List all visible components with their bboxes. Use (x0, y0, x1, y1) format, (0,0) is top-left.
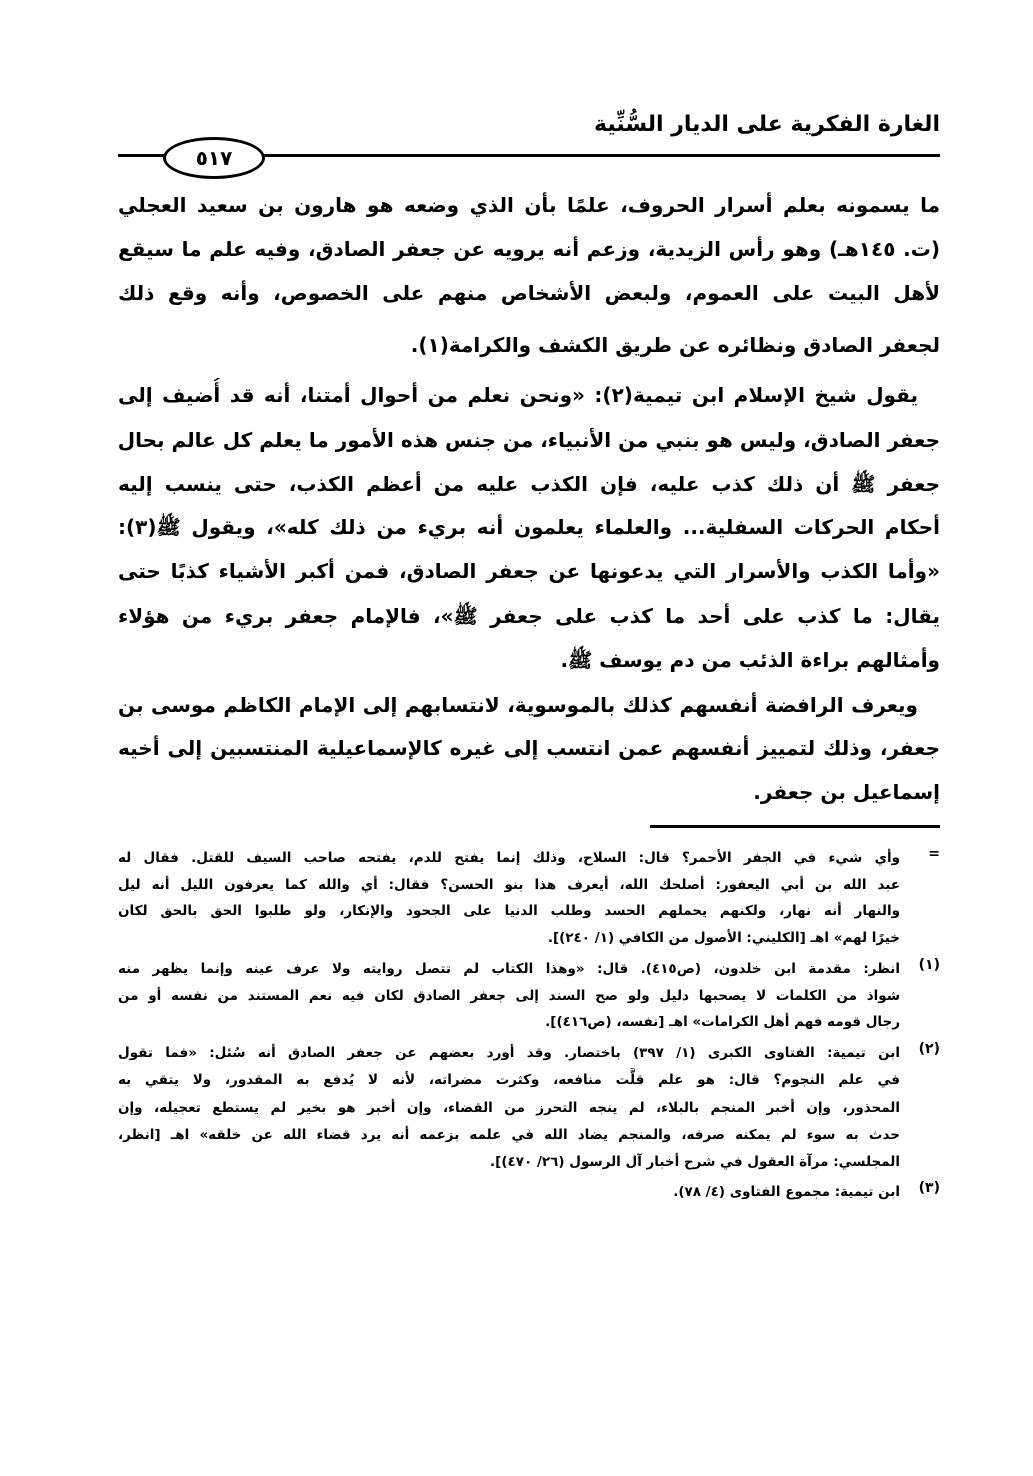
footnote-marker: = (928, 846, 940, 862)
footnote-line: المجلسي: مرآة العقول في شرح أخبار آل الرسول (٢٦/ ٤٧٠)]. (490, 1154, 900, 1170)
body-line: يقال: ما كذب على أحد ما كذب على جعفر ﷺ»، فالإمام جعفر بريء من هؤلاء (118, 604, 940, 628)
body-line: ما يسمونه بعلم أسرار الحروف، علمًا بأن الذي وضعه هو هارون بن سعيد العجلي (118, 193, 940, 217)
footnote-marker: (٣) (918, 1180, 940, 1196)
footnote-line: وأي شيء في الجفر الأحمر؟ قال: السلاح، وذلك إنما يفتح للدم، يفتحه صاحب السيف للقتل. فقال له (118, 850, 900, 866)
footnote-line: حدث به سوء لم يمكنه صرفه، والمنجم يضاد الله في علمه بزعمه أنه يرد قضاء الله عن خلقه» اهـ [انظر، (118, 1127, 900, 1143)
body-line: جعفر الصادق، وليس هو بنبي من الأنبياء، من جنس هذه الأمور ما يعلم كل عالم بحال (118, 428, 940, 452)
footnote-line: انظر: مقدمة ابن خلدون، (ص٤١٥). قال: «وهذا الكتاب لم تتصل روايته ولا عرف عينه وإنما يظهر منه (118, 961, 900, 977)
footnote-line: ابن تيمية: الفتاوى الكبرى (١/ ٣٩٧) باختصار. وقد أورد بعضهم عن جعفر الصادق أنه سُئل: «فما تقول (118, 1045, 900, 1061)
body-line: لجعفر الصادق ونظائره عن طريق الكشف والكرامة(١). (410, 333, 940, 357)
body-line: إسماعيل بن جعفر. (753, 780, 940, 804)
footnote-marker: (٢) (918, 1041, 940, 1057)
body-line: (ت. ١٤٥هـ) وهو رأس الزيدية، وزعم أنه يرويه عن جعفر الصادق، وفيه علم ما سيقع (118, 237, 940, 261)
footnote-line: والنهار أنه نهار، ولكنهم يحملهم الحسد وطلب الدنيا على الجحود والإنكار، ولو طلبوا الحق بالحق لكان (118, 903, 900, 919)
body-line: أحكام الحركات السفلية... والعلماء يعلمون أنه بريء من ذلك كله»، ويقول ﷺ(٣): (118, 515, 940, 539)
footnote-line: رجال قومه فهم أهل الكرامات» اهـ [نفسه، (ص٤١٦)]. (545, 1014, 900, 1030)
body-line: لأهل البيت على العموم، ولبعض الأشخاص منهم على الخصوص، وأنه وقع ذلك (118, 281, 940, 305)
footnote-separator (650, 825, 940, 828)
footnote-marker: (١) (918, 957, 940, 973)
body-line: يقول شيخ الإسلام ابن تيمية(٢): «ونحن نعلم من أحوال أمتنا، أنه قد أُضيف إلى (118, 383, 918, 407)
footnote-line: شواذ من الكلمات لا يصحبها دليل ولو صح السند إلى جعفر الصادق لكان فيه نعم المستند من نفسه أو من (118, 988, 900, 1004)
page-number: ٥١٧ (163, 137, 265, 179)
body-line: وأمثالهم براءة الذئب من دم يوسف ﷺ. (560, 648, 940, 672)
footnote-line: المحذور، وإن أخبر المنجم بالبلاء، لم ينجه التحرز من القضاء، وإن أخبر هو بخير لم يستطع تعجيله، وإن (118, 1100, 900, 1116)
footnote-line: عبد الله بن أبي اليعفور: أصلحك الله، أيعرف هذا بنو الحسن؟ فقال: أي والله كما يعرفون الليل أنه ليل (118, 877, 900, 893)
body-line: ويعرف الرافضة أنفسهم كذلك بالموسوية، لانتسابهم إلى الإمام الكاظم موسى بن (118, 693, 918, 717)
body-line: جعفر، وذلك لتمييز أنفسهم عمن انتسب إلى غيره كالإسماعيلية المنتسبين إلى أخيه (118, 736, 940, 760)
body-line: «وأما الكذب والأسرار التي يدعونها عن جعفر الصادق، فمن أكبر الأشياء كذبًا حتى (118, 559, 940, 583)
running-header-title: الغارة الفكرية على الديار السُّنِّية (594, 112, 940, 137)
footnote-line: ابن تيمية: مجموع الفتاوى (٤/ ٧٨). (673, 1184, 900, 1200)
footnote-line: في علم النجوم؟ قال: هو علم قلَّت منافعه، وكثرت مضراته، لأنه لا يُدفع به المقدور، ولا يتقي به (118, 1072, 900, 1088)
body-line: جعفر ﷺ أن ذلك كذب عليه، فإن الكذب عليه من أعظم الكذب، حتى ينسب إليه (118, 472, 940, 496)
footnote-line: خيرًا لهم» اهـ [الكليني: الأصول من الكافي (١/ ٢٤٠)]. (547, 930, 900, 946)
